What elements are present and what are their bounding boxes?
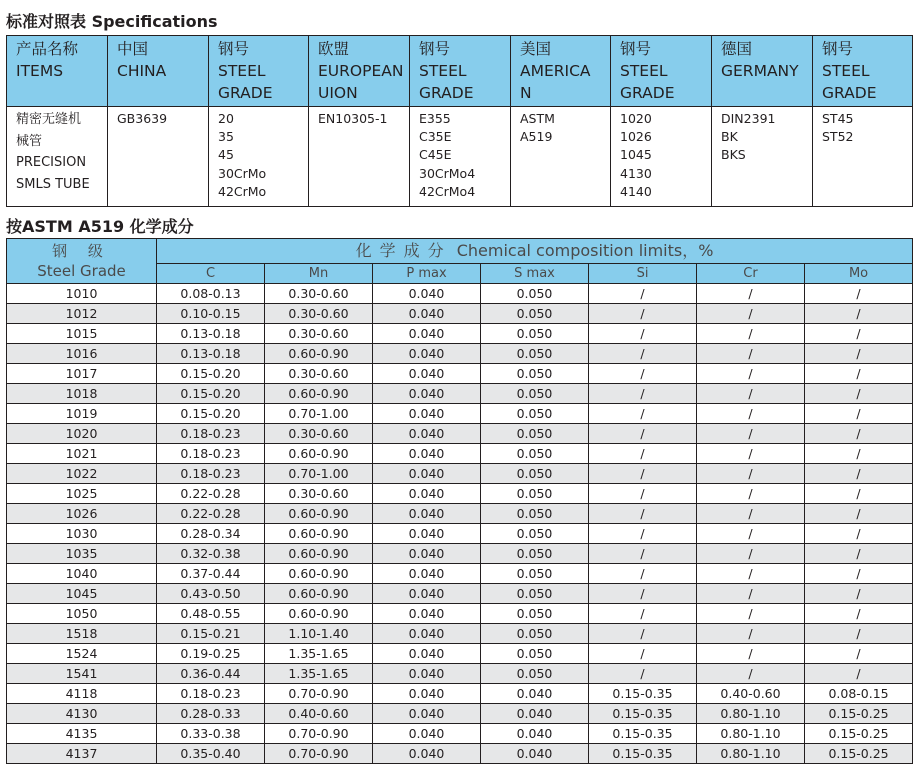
cell-s: 0.050	[481, 644, 589, 664]
spec-header-steel-grade-us: 钢号 STEEL GRADE	[611, 36, 712, 107]
table-row	[7, 424, 913, 444]
cell-grade: 4130	[7, 704, 157, 724]
cell-c: 0.18-0.23	[157, 684, 265, 704]
cell-c: 0.08-0.13	[157, 284, 265, 304]
grade-header-en: Steel Grade	[37, 262, 126, 280]
cell-mn: 0.30-0.60	[265, 424, 373, 444]
cell-p: 0.040	[373, 724, 481, 744]
cell-cr: /	[697, 564, 805, 584]
cell-c: 0.15-0.20	[157, 384, 265, 404]
cell-si: /	[589, 664, 697, 684]
cell-si: /	[589, 284, 697, 304]
cell-cr: 0.80-1.10	[697, 744, 805, 764]
cell-p: 0.040	[373, 664, 481, 684]
cell-mo: /	[805, 424, 913, 444]
table-row	[7, 364, 913, 384]
cell-cr: 0.80-1.10	[697, 704, 805, 724]
cell-si: /	[589, 584, 697, 604]
cell-cr: /	[697, 344, 805, 364]
cell-mo: /	[805, 644, 913, 664]
table-row	[7, 304, 913, 324]
spec-cell-items: 精密无缝机 械管 PRECISION SMLS TUBE	[7, 107, 108, 207]
cell-grade: 1010	[7, 284, 157, 304]
cell-grade: 1015	[7, 324, 157, 344]
table-row	[7, 684, 913, 704]
cell-si: /	[589, 324, 697, 344]
spec-cell-america: ASTM A519	[511, 107, 611, 207]
spec-header-european: 欧盟 EUROPEAN UION	[309, 36, 410, 107]
table-row	[7, 284, 913, 304]
cell-c: 0.15-0.21	[157, 624, 265, 644]
cell-si: 0.15-0.35	[589, 704, 697, 724]
cell-mn: 0.60-0.90	[265, 564, 373, 584]
cell-grade: 1026	[7, 504, 157, 524]
table-row	[7, 504, 913, 524]
cell-s: 0.050	[481, 344, 589, 364]
chemical-composition-table	[6, 238, 913, 764]
cell-p: 0.040	[373, 604, 481, 624]
spec-body-row	[7, 107, 913, 207]
cell-s: 0.050	[481, 604, 589, 624]
cell-si: /	[589, 304, 697, 324]
cell-cr: /	[697, 424, 805, 444]
cell-s: 0.050	[481, 484, 589, 504]
cell-p: 0.040	[373, 424, 481, 444]
cell-mn: 0.70-0.90	[265, 744, 373, 764]
cell-p: 0.040	[373, 624, 481, 644]
cell-grade: 1017	[7, 364, 157, 384]
cell-p: 0.040	[373, 324, 481, 344]
cell-mo: /	[805, 364, 913, 384]
cell-cr: /	[697, 504, 805, 524]
cell-cr: /	[697, 484, 805, 504]
column-header-si: Si	[589, 264, 697, 284]
cell-si: /	[589, 624, 697, 644]
cell-cr: /	[697, 664, 805, 684]
cell-grade: 1040	[7, 564, 157, 584]
column-header-p: P max	[373, 264, 481, 284]
cell-c: 0.33-0.38	[157, 724, 265, 744]
table-row	[7, 744, 913, 764]
cell-mo: /	[805, 404, 913, 424]
grade-header-cn: 钢 级	[52, 242, 111, 260]
cell-cr: /	[697, 524, 805, 544]
cell-mn: 0.60-0.90	[265, 524, 373, 544]
chem-header-group-row	[7, 239, 913, 264]
cell-s: 0.040	[481, 724, 589, 744]
cell-grade: 1012	[7, 304, 157, 324]
cell-s: 0.050	[481, 424, 589, 444]
cell-grade: 4118	[7, 684, 157, 704]
cell-cr: /	[697, 284, 805, 304]
cell-si: /	[589, 344, 697, 364]
cell-mn: 0.60-0.90	[265, 384, 373, 404]
cell-s: 0.050	[481, 464, 589, 484]
cell-p: 0.040	[373, 384, 481, 404]
cell-grade: 1035	[7, 544, 157, 564]
cell-si: /	[589, 424, 697, 444]
cell-c: 0.32-0.38	[157, 544, 265, 564]
cell-mo: /	[805, 464, 913, 484]
cell-s: 0.050	[481, 664, 589, 684]
cell-si: /	[589, 484, 697, 504]
cell-grade: 1518	[7, 624, 157, 644]
spec-header-steel-grade-de: 钢号 STEEL GRADE	[813, 36, 913, 107]
cell-c: 0.18-0.23	[157, 424, 265, 444]
table-row	[7, 724, 913, 744]
cell-s: 0.050	[481, 304, 589, 324]
cell-mn: 0.60-0.90	[265, 544, 373, 564]
cell-s: 0.050	[481, 564, 589, 584]
cell-p: 0.040	[373, 284, 481, 304]
cell-cr: /	[697, 624, 805, 644]
spec-cell-european: EN10305-1	[309, 107, 410, 207]
spec-header-china: 中国 CHINA	[108, 36, 209, 107]
cell-c: 0.37-0.44	[157, 564, 265, 584]
cell-c: 0.28-0.33	[157, 704, 265, 724]
cell-grade: 1020	[7, 424, 157, 444]
cell-mo: 0.08-0.15	[805, 684, 913, 704]
cell-mn: 0.30-0.60	[265, 324, 373, 344]
cell-c: 0.13-0.18	[157, 344, 265, 364]
spec-header-germany: 德国 GERMANY	[712, 36, 813, 107]
cell-s: 0.050	[481, 544, 589, 564]
cell-mn: 1.10-1.40	[265, 624, 373, 644]
cell-cr: /	[697, 544, 805, 564]
table-row	[7, 344, 913, 364]
cell-cr: /	[697, 364, 805, 384]
cell-si: /	[589, 604, 697, 624]
cell-si: /	[589, 404, 697, 424]
cell-grade: 1025	[7, 484, 157, 504]
spec-header-america: 美国 AMERICA N	[511, 36, 611, 107]
spec-cell-germany: DIN2391 BK BKS	[712, 107, 813, 207]
cell-mn: 0.60-0.90	[265, 344, 373, 364]
cell-c: 0.18-0.23	[157, 464, 265, 484]
cell-grade: 1524	[7, 644, 157, 664]
column-header-cr: Cr	[697, 264, 805, 284]
cell-s: 0.040	[481, 704, 589, 724]
spec-cell-grade-cn: 20 35 45 30CrMo 42CrMo	[209, 107, 309, 207]
cell-grade: 1016	[7, 344, 157, 364]
cell-mo: /	[805, 284, 913, 304]
table-row	[7, 604, 913, 624]
cell-p: 0.040	[373, 644, 481, 664]
cell-grade: 1021	[7, 444, 157, 464]
grade-header	[7, 239, 157, 284]
cell-grade: 1030	[7, 524, 157, 544]
cell-p: 0.040	[373, 504, 481, 524]
cell-cr: 0.40-0.60	[697, 684, 805, 704]
cell-p: 0.040	[373, 464, 481, 484]
cell-grade: 4135	[7, 724, 157, 744]
cell-s: 0.050	[481, 384, 589, 404]
cell-grade: 1018	[7, 384, 157, 404]
cell-p: 0.040	[373, 544, 481, 564]
table-row	[7, 704, 913, 724]
cell-s: 0.040	[481, 684, 589, 704]
table-row	[7, 664, 913, 684]
cell-s: 0.050	[481, 584, 589, 604]
cell-si: /	[589, 644, 697, 664]
column-header-mn: Mn	[265, 264, 373, 284]
cell-mo: 0.15-0.25	[805, 724, 913, 744]
cell-c: 0.36-0.44	[157, 664, 265, 684]
cell-mn: 0.30-0.60	[265, 304, 373, 324]
cell-c: 0.19-0.25	[157, 644, 265, 664]
cell-grade: 4137	[7, 744, 157, 764]
table-row	[7, 544, 913, 564]
cell-s: 0.050	[481, 364, 589, 384]
spec-section-title: 标准对照表 Specifications	[6, 12, 218, 31]
spec-header-steel-grade-eu: 钢号 STEEL GRADE	[410, 36, 511, 107]
cell-c: 0.43-0.50	[157, 584, 265, 604]
cell-mn: 0.60-0.90	[265, 604, 373, 624]
cell-grade: 1050	[7, 604, 157, 624]
cell-c: 0.15-0.20	[157, 364, 265, 384]
cell-mn: 0.70-0.90	[265, 684, 373, 704]
cell-cr: /	[697, 444, 805, 464]
cell-p: 0.040	[373, 484, 481, 504]
cell-p: 0.040	[373, 684, 481, 704]
cell-mn: 0.30-0.60	[265, 364, 373, 384]
cell-p: 0.040	[373, 344, 481, 364]
cell-s: 0.050	[481, 324, 589, 344]
cell-c: 0.18-0.23	[157, 444, 265, 464]
cell-mo: /	[805, 324, 913, 344]
cell-c: 0.22-0.28	[157, 484, 265, 504]
table-row	[7, 624, 913, 644]
cell-cr: /	[697, 324, 805, 344]
spec-header-items: 产品名称 ITEMS	[7, 36, 108, 107]
cell-p: 0.040	[373, 404, 481, 424]
cell-mn: 0.30-0.60	[265, 484, 373, 504]
cell-si: /	[589, 464, 697, 484]
cell-mo: /	[805, 564, 913, 584]
cell-cr: /	[697, 584, 805, 604]
cell-grade: 1022	[7, 464, 157, 484]
cell-s: 0.050	[481, 624, 589, 644]
cell-p: 0.040	[373, 564, 481, 584]
cell-si: /	[589, 564, 697, 584]
table-row	[7, 444, 913, 464]
cell-mn: 0.60-0.90	[265, 504, 373, 524]
cell-mn: 0.70-0.90	[265, 724, 373, 744]
cell-cr: /	[697, 384, 805, 404]
cell-mo: /	[805, 604, 913, 624]
cell-c: 0.13-0.18	[157, 324, 265, 344]
table-row	[7, 404, 913, 424]
column-header-mo: Mo	[805, 264, 913, 284]
cell-si: /	[589, 384, 697, 404]
table-row	[7, 644, 913, 664]
cell-mn: 0.40-0.60	[265, 704, 373, 724]
cell-c: 0.48-0.55	[157, 604, 265, 624]
cell-si: 0.15-0.35	[589, 684, 697, 704]
table-row	[7, 564, 913, 584]
table-row	[7, 484, 913, 504]
chemical-table-body	[7, 284, 913, 764]
cell-mo: 0.15-0.25	[805, 704, 913, 724]
cell-mo: /	[805, 664, 913, 684]
cell-s: 0.050	[481, 524, 589, 544]
spec-cell-china: GB3639	[108, 107, 209, 207]
cell-mn: 1.35-1.65	[265, 664, 373, 684]
cell-p: 0.040	[373, 444, 481, 464]
cell-cr: 0.80-1.10	[697, 724, 805, 744]
column-header-c: C	[157, 264, 265, 284]
cell-p: 0.040	[373, 524, 481, 544]
cell-mo: /	[805, 584, 913, 604]
cell-si: 0.15-0.35	[589, 724, 697, 744]
cell-mo: /	[805, 384, 913, 404]
table-row	[7, 324, 913, 344]
composition-header-cn: 化学成分	[355, 241, 452, 260]
spec-table	[6, 35, 913, 207]
cell-s: 0.050	[481, 444, 589, 464]
cell-cr: /	[697, 464, 805, 484]
cell-p: 0.040	[373, 744, 481, 764]
cell-mn: 0.60-0.90	[265, 444, 373, 464]
spec-cell-grade-eu: E355 C35E C45E 30CrMo4 42CrMo4	[410, 107, 511, 207]
cell-c: 0.22-0.28	[157, 504, 265, 524]
cell-mo: /	[805, 544, 913, 564]
cell-mo: /	[805, 344, 913, 364]
cell-si: /	[589, 544, 697, 564]
table-row	[7, 464, 913, 484]
composition-header-en: Chemical composition limits，%	[456, 241, 714, 260]
cell-cr: /	[697, 304, 805, 324]
spec-header-row	[7, 36, 913, 107]
cell-grade: 1045	[7, 584, 157, 604]
cell-mo: 0.15-0.25	[805, 744, 913, 764]
cell-p: 0.040	[373, 704, 481, 724]
cell-s: 0.050	[481, 284, 589, 304]
cell-mo: /	[805, 304, 913, 324]
cell-mo: /	[805, 504, 913, 524]
cell-c: 0.15-0.20	[157, 404, 265, 424]
cell-s: 0.050	[481, 404, 589, 424]
cell-p: 0.040	[373, 364, 481, 384]
cell-mo: /	[805, 624, 913, 644]
cell-si: /	[589, 504, 697, 524]
cell-mo: /	[805, 444, 913, 464]
cell-c: 0.10-0.15	[157, 304, 265, 324]
cell-si: /	[589, 444, 697, 464]
cell-p: 0.040	[373, 584, 481, 604]
cell-mn: 0.30-0.60	[265, 284, 373, 304]
cell-s: 0.050	[481, 504, 589, 524]
astm-section-title: 按ASTM A519 化学成分	[6, 217, 194, 236]
cell-cr: /	[697, 404, 805, 424]
cell-cr: /	[697, 604, 805, 624]
cell-grade: 1541	[7, 664, 157, 684]
cell-si: /	[589, 524, 697, 544]
cell-mn: 0.70-1.00	[265, 404, 373, 424]
column-header-s: S max	[481, 264, 589, 284]
table-row	[7, 584, 913, 604]
cell-mo: /	[805, 484, 913, 504]
cell-grade: 1019	[7, 404, 157, 424]
spec-header-steel-grade-cn: 钢号 STEEL GRADE	[209, 36, 309, 107]
cell-mn: 0.70-1.00	[265, 464, 373, 484]
spec-cell-grade-us: 1020 1026 1045 4130 4140	[611, 107, 712, 207]
composition-header	[157, 239, 913, 264]
cell-si: /	[589, 364, 697, 384]
table-row	[7, 524, 913, 544]
cell-p: 0.040	[373, 304, 481, 324]
cell-mn: 1.35-1.65	[265, 644, 373, 664]
cell-c: 0.35-0.40	[157, 744, 265, 764]
table-row	[7, 384, 913, 404]
cell-c: 0.28-0.34	[157, 524, 265, 544]
cell-si: 0.15-0.35	[589, 744, 697, 764]
spec-cell-grade-de: ST45 ST52	[813, 107, 913, 207]
cell-mn: 0.60-0.90	[265, 584, 373, 604]
cell-cr: /	[697, 644, 805, 664]
cell-mo: /	[805, 524, 913, 544]
cell-s: 0.040	[481, 744, 589, 764]
